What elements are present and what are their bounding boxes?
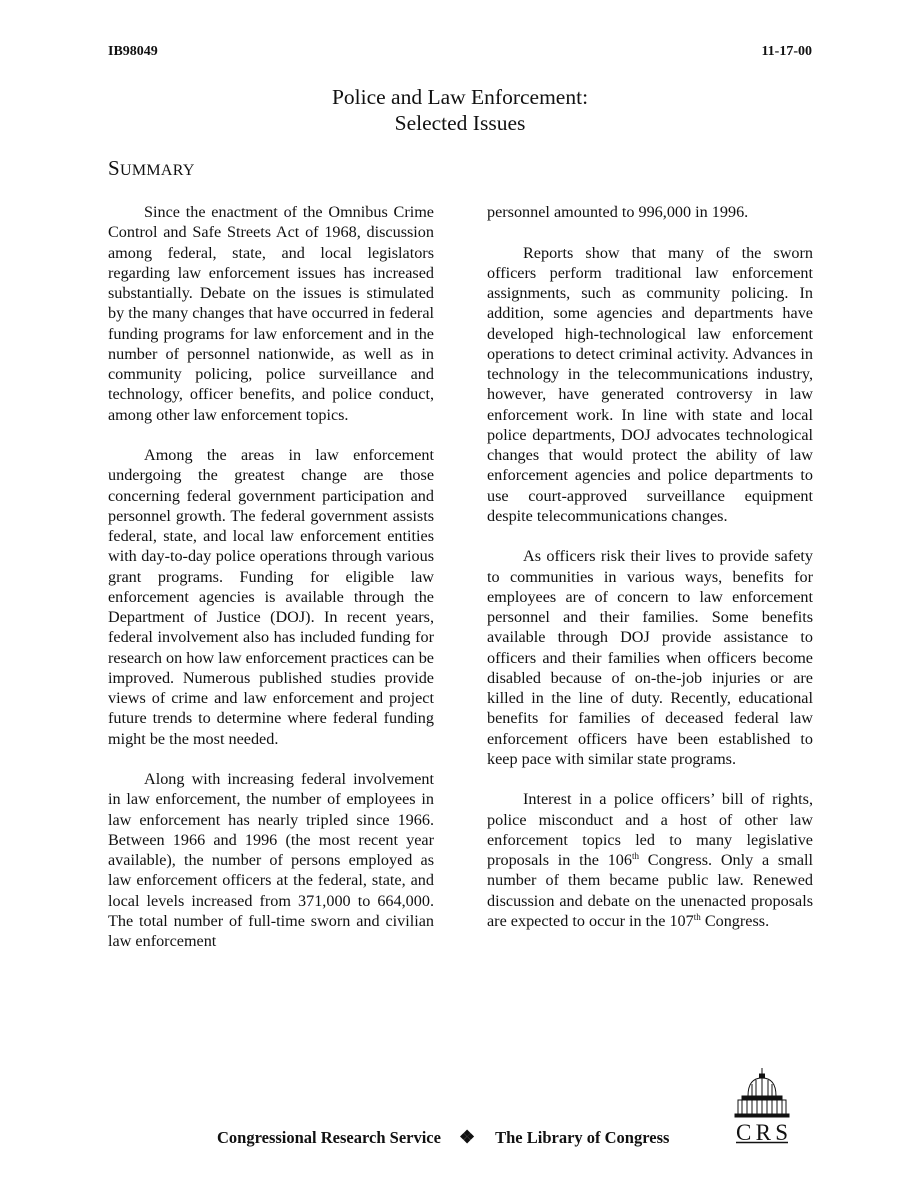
right-column	[487, 202, 813, 951]
capitol-dome-icon	[735, 1068, 789, 1117]
paragraph-continuation: personnel amounted to 996,000 in 1996.	[487, 203, 749, 221]
title-line-2: Selected Issues	[394, 111, 526, 135]
paragraph: Reports show that many of the sworn officers perform traditional law enforcement assignments, such as community policing. In addition, some agencies and departments have developed high-technological law enforcement operations to detect criminal activity. Advances in technology in the telecommunications industry, however, have generated controversy in law enforcement work. In line with state and local police departments, DOJ advocates technological changes that would protect the ability of law enforcement agencies and police departments to use court-approved surveillance equipment despite telecommunications changes.	[487, 243, 813, 525]
diamond-icon: ❖	[458, 1127, 476, 1147]
left-column	[108, 202, 434, 951]
title-line-1: Police and Law Enforcement:	[331, 85, 589, 109]
section-heading-rest: UMMARY	[119, 162, 195, 179]
document-id: IB98049	[108, 44, 158, 59]
paragraph: Since the enactment of the Omnibus Crime Control and Safe Streets Act of 1968, discussion among federal, state, and local legislators regarding law enforcement issues has increased substantially. Debate on the issues is stimulated by the many changes that have occurred in federal funding programs for law enforcement and in the number of personnel nationwide, as well as in community policing, police surveillance and technology, officer benefits, and police conduct, among other law enforcement topics.	[108, 203, 434, 424]
paragraph: Along with increasing federal involvement in law enforcement, the number of employees in law enforcement has nearly tripled since 1966. Between 1966 and 1996 (the most recent year available), the number of persons employed as law enforcement officers at the federal, state, and local levels increased from 371,000 to 664,000. The total number of full-time sworn and civilian law enforcement	[108, 770, 434, 950]
superscript: th	[693, 911, 701, 922]
page-title	[0, 84, 920, 136]
footer-loc: The Library of Congress	[495, 1127, 670, 1147]
crs-logo	[734, 1066, 790, 1144]
paragraph	[487, 789, 813, 931]
paragraph-text: Congress. Only a small number of them became public law. Renewed discussion and debate on the unenacted proposals are expected to occur in the 107	[487, 851, 813, 930]
section-heading-summary	[108, 156, 195, 181]
footer-crs: Congressional Research Service	[217, 1127, 441, 1147]
logo-text: CRS	[736, 1120, 788, 1144]
document-date: 11-17-00	[761, 44, 812, 59]
paragraph: Among the areas in law enforcement undergoing the greatest change are those concerning federal government participation and personnel growth. The federal government assists federal, state, and local law enforcement entities with day-to-day police operations through various grant programs. Funding for eligible law enforcement agencies is available through the Department of Justice (DOJ). In recent years, federal involvement also has included funding for research on how law enforcement practices can be improved. Numerous published studies provide views of crime and law enforcement and project future trends to determine where federal funding might be the most needed.	[108, 446, 434, 748]
superscript: th	[632, 851, 640, 861]
paragraph-text: Interest in a police officers’ bill of rights, police misconduct and a host of other law enforcement topics led to many legislative proposals in the 106	[487, 790, 813, 869]
footer	[217, 1127, 669, 1148]
paragraph: As officers risk their lives to provide safety to communities in various ways, benefits for employees are of concern to law enforcement personnel and their families. Some benefits available through DOJ provide assistance to officers and their families when officers become disabled because of on-the-job injuries or are killed in the line of duty. Recently, educational benefits for families of deceased federal law enforcement officers have been established to keep pace with similar state programs.	[487, 547, 813, 768]
paragraph-text: Congress.	[700, 911, 770, 930]
section-heading-initial: S	[108, 156, 120, 180]
